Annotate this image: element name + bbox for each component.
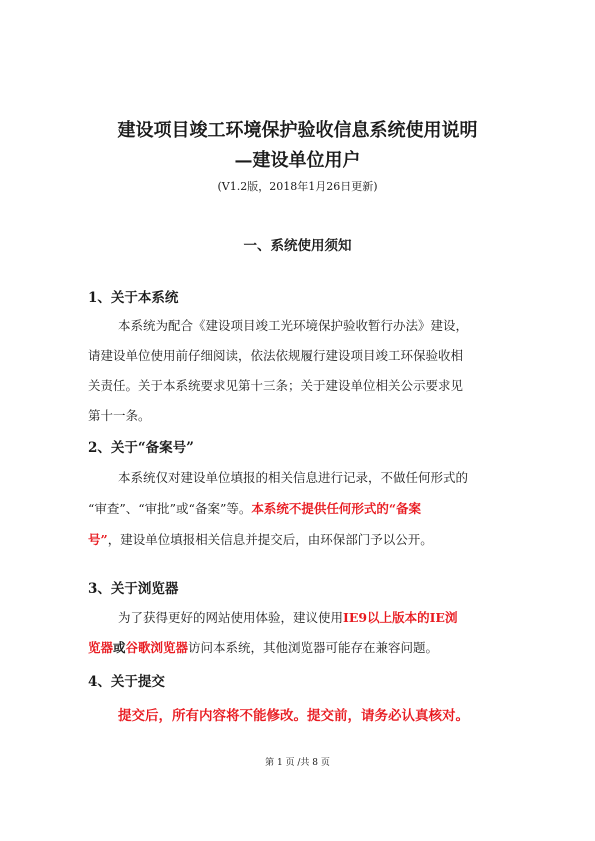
page-footer: 第 1 页 /共 8 页	[265, 758, 330, 768]
paragraph-line	[118, 608, 457, 626]
warning-text: IE9以上版本的IE浏	[343, 610, 458, 625]
warning-text: 谷歌浏览器	[125, 640, 189, 655]
document-subtitle: —建设单位用户	[234, 150, 361, 171]
plain-text: 访问本系统，其他浏览器可能存在兼容问题。	[188, 640, 439, 655]
plain-text: 为了获得更好的网站使用体验，建议使用	[118, 610, 344, 625]
section-heading: 一、系统使用须知	[243, 238, 352, 254]
plain-text: 或	[113, 640, 126, 655]
plain-text: “审查”、“审批”或“备案”等。	[88, 501, 252, 516]
paragraph-line	[88, 530, 433, 548]
warning-text: 览器	[88, 640, 114, 655]
paragraph-line: 请建设单位使用前仔细阅读，依法依规履行建设项目竣工环保验收相	[88, 348, 464, 363]
document-title: 建设项目竣工环境保护验收信息系统使用说明	[117, 120, 478, 141]
heading-browser: 3、关于浏览器	[88, 581, 179, 597]
paragraph-line: 本系统为配合《建设项目竣工光环境保护验收暂行办法》建设，	[118, 318, 469, 333]
paragraph-line	[88, 638, 438, 656]
paragraph-line: 第十一条。	[88, 408, 151, 423]
paragraph-line: 本系统仅对建设单位填报的相关信息进行记录，不做任何形式的	[118, 470, 469, 485]
heading-record-number: 2、关于“备案号”	[88, 440, 194, 456]
submit-warning: 提交后，所有内容将不能修改。提交前，请务必认真核对。	[118, 708, 469, 724]
heading-submit: 4、关于提交	[88, 674, 165, 690]
plain-text: ，建设单位填报相关信息并提交后，由环保部门予以公开。	[107, 532, 433, 547]
warning-text: 号”	[88, 532, 108, 547]
heading-about-system: 1、关于本系统	[88, 290, 179, 306]
paragraph-line: 关责任。关于本系统要求见第十三条；关于建设单位相关公示要求见	[88, 378, 464, 393]
version-note: (V1.2版，2018年1月26日更新)	[217, 180, 378, 193]
warning-text: 本系统不提供任何形式的“备案	[251, 501, 422, 516]
paragraph-line	[88, 499, 421, 517]
